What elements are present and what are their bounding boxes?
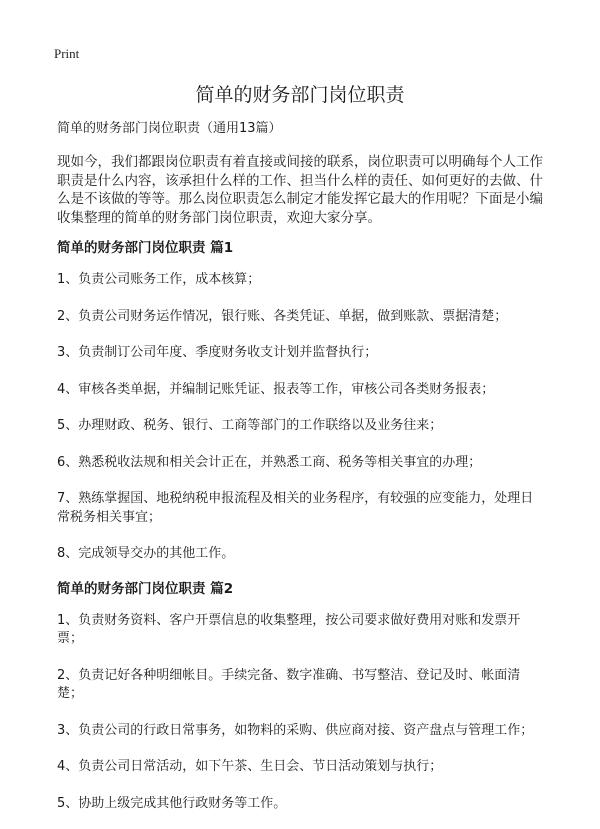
list-item: 4、审核各类单据，并编制记账凭证、报表等工作，审核公司各类财务报表； [57,381,495,397]
section-heading: 简单的财务部门岗位职责 篇1 [57,240,234,256]
list-item: 5、办理财政、税务、银行、工商等部门的工作联络以及业务往来； [57,418,443,433]
list-item: 1、负责公司账务工作，成本核算； [57,272,261,287]
list-item: 8、完成领导交办的其他工作。 [57,546,235,561]
section-heading: 简单的财务部门岗位职责 篇2 [57,580,234,597]
list-item: 3、负责制订公司年度、季度财务收支计划并监督执行； [57,345,378,360]
list-item: 7、熟练掌握国、地税纳税申报流程及相关的业务程序，有较强的应变能力，处理日常税务相关事宜； [57,491,534,525]
document-subtitle: 简单的财务部门岗位职责（通用13篇） [57,121,282,136]
page-title: 简单的财务部门岗位职责 [195,84,405,106]
list-item: 2、负责公司财务运作情况，银行账、各类凭证、单据，做到账款、票据清楚； [57,308,508,324]
list-item: 6、熟悉税收法规和相关会计正在，并熟悉工商、税务等相关事宜的办理； [57,454,482,470]
intro-paragraph: 现如今，我们都跟岗位职责有着直接或间接的联系，岗位职责可以明确每个人工作职责是什么内容，该承担什么样的工作、担当什么样的责任、如何更好的去做、什么是不该做的等等。那么岗位职责怎么制定才能发挥它最大的作用呢？下面是小编收集整理的简单的财务部门岗位职责，欢迎大家分享。 [57,154,543,226]
list-item: 3、负责公司的行政日常事务，如物料的采购、供应商对接、资产盘点与管理工作； [57,722,534,738]
section-2 [57,580,545,814]
list-item: 4、负责公司日常活动，如下午茶、生日会、节日活动策划与执行； [57,759,443,774]
section-1 [57,239,545,564]
list-item: 2、负责记好各种明细帐目。手续完备、数字准确、书写整洁、登记及时、帐面清楚； [57,667,521,701]
list-item: 5、协助上级完成其他行政财务等工作。 [57,795,287,811]
document-body [57,120,545,829]
list-item: 1、负责财务资料、客户开票信息的收集整理，按公司要求做好费用对账和发票开票； [57,612,521,646]
print-link[interactable]: Print [54,46,80,61]
